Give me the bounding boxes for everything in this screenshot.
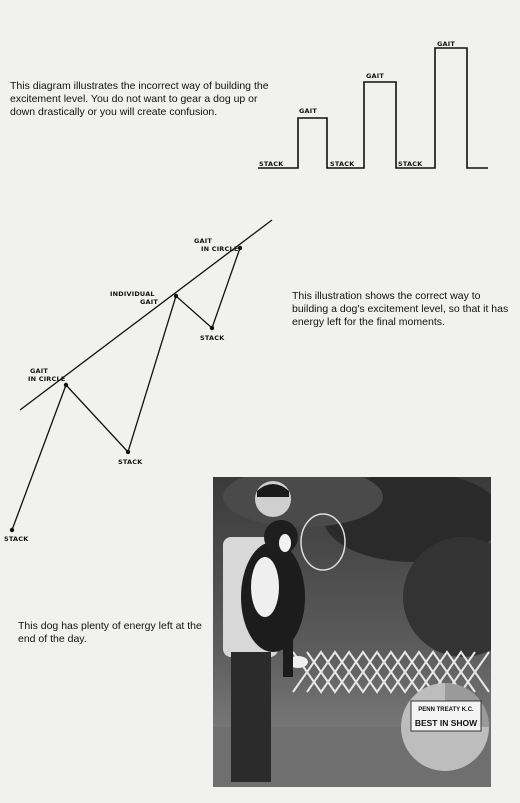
- gait-label-3: GAIT: [437, 40, 456, 48]
- label-stack-middle: STACK: [118, 458, 143, 466]
- dog-show-photo: [213, 477, 491, 787]
- best-in-show-sign: [401, 683, 489, 771]
- label-gait-in-circle-top-1: GAIT: [194, 237, 213, 245]
- point-bottom: [10, 528, 14, 532]
- sign-club-name: PENN TREATY K.C.: [418, 707, 474, 713]
- incorrect-diagram-caption: This diagram illustrates the incorrect way of building the excitement level. You do not want to gear a dog up or down drastically or you will create confusion.: [10, 80, 269, 118]
- label-gait-in-circle-left-1: GAIT: [30, 367, 49, 375]
- label-stack-bottom: STACK: [4, 535, 29, 543]
- label-individual-gait-2: GAIT: [140, 298, 159, 306]
- stack-label-3: STACK: [398, 160, 423, 168]
- point-individual-gait: [174, 294, 178, 298]
- label-gait-in-circle-top-2: IN CIRCLE: [201, 245, 239, 253]
- correct-diagram-caption: This illustration shows the correct way to building a dog's excitement level, so that it has energy left for the final moments.: [292, 290, 509, 328]
- stack-label-1: STACK: [259, 160, 284, 168]
- gait-label-1: GAIT: [299, 107, 318, 115]
- label-gait-in-circle-left-2: IN CIRCLE: [28, 375, 66, 383]
- dog-photo-caption: This dog has plenty of energy left at the end of the day.: [18, 620, 202, 645]
- stack-label-2: STACK: [330, 160, 355, 168]
- label-individual-gait-1: INDIVIDUAL: [110, 290, 155, 298]
- point-gait-left: [64, 383, 68, 387]
- gait-label-2: GAIT: [366, 72, 385, 80]
- label-stack-right: STACK: [200, 334, 225, 342]
- point-stack-right: [210, 326, 214, 330]
- sign-best-in-show: BEST IN SHOW: [414, 718, 478, 728]
- point-stack-middle: [126, 450, 130, 454]
